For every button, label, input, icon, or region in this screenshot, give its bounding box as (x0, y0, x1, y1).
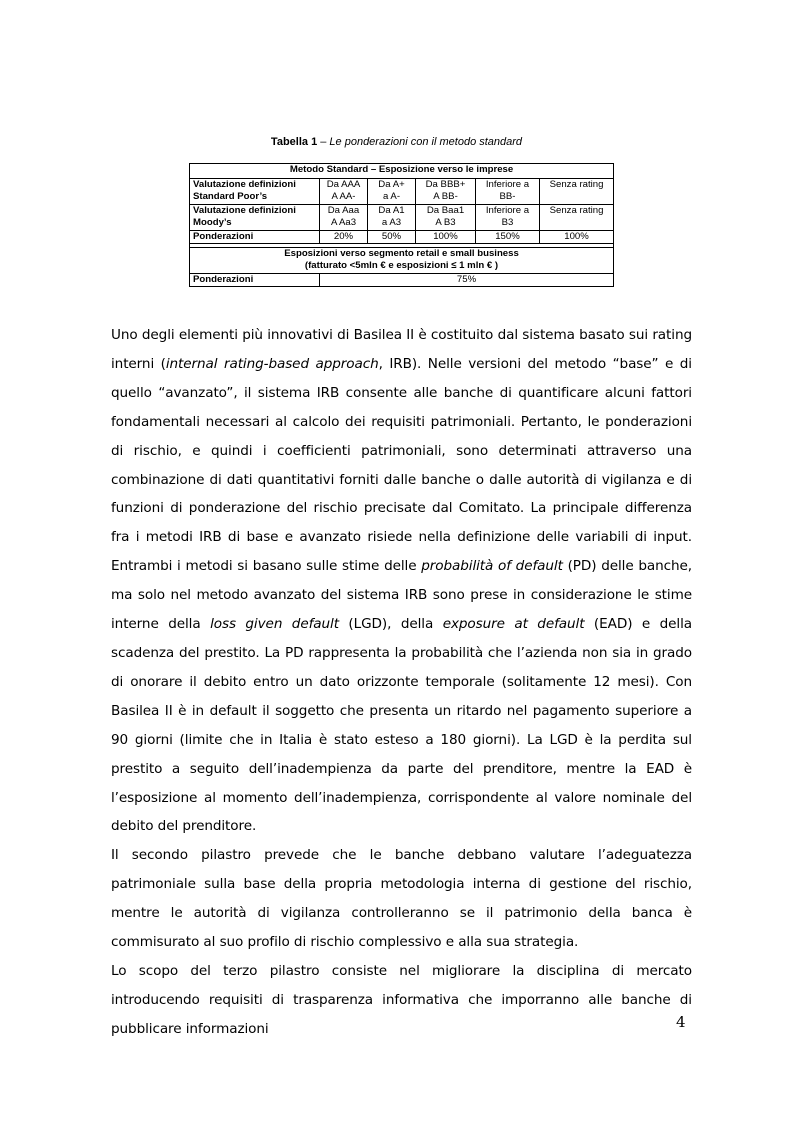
table-row (190, 231, 614, 244)
table-cell: 20% (320, 231, 368, 244)
table-row (190, 179, 614, 205)
row-label: Ponderazioni (190, 274, 320, 287)
caption-label: Tabella 1 (270, 136, 318, 148)
table-cell: Da AAA A AA- (320, 179, 368, 205)
header-retail: Esposizioni verso segmento retail e small business (fatturato <5mln € e esposizioni ≤ 1 mln € ) (190, 248, 614, 274)
table-cell: 75% (320, 274, 614, 287)
row-label: Valutazione definizioni Standard Poor’s (190, 179, 320, 205)
rating-weights-table (189, 163, 614, 287)
table-cell: Inferiore a BB- (476, 179, 540, 205)
table-cell: Da A+ a A- (368, 179, 416, 205)
table-row (190, 274, 614, 287)
table-cell: 100% (540, 231, 614, 244)
table-cell: Senza rating (540, 205, 614, 231)
table-caption (0, 136, 793, 148)
paragraph: Uno degli elementi più innovativi di Basilea II è costituito dal sistema basato sui rating interni (internal rating-based approach, IRB). Nelle versioni del metodo “base” e di quello “avanzato”, il sistema IRB consente alle banche di quantificare alcuni fattori fondamentali necessari al calcolo dei requisiti patrimoniali. Pertanto, le ponderazioni di rischio, e quindi i coefficienti patrimoniali, sono determinati attraverso una combinazione di dati quantitativi forniti dalle banche o dalle autorità di vigilanza e di funzioni di ponderazione del rischio precisate dal Comitato. La principale differenza fra i metodi IRB di base e avanzato risiede nella definizione delle variabili di input. Entrambi i metodi si basano sulle stime delle probabilità of default (PD) delle banche, ma solo nel metodo avanzato del sistema IRB sono prese in considerazione le stime interne della loss given default (LGD), della exposure at default (EAD) e della scadenza del prestito. La PD rappresenta la probabilità che l’azienda non sia in grado di onorare il debito entro un dato orizzonte temporale (solitamente 12 mesi). Con Basilea II è in default il soggetto che presenta un ritardo nel pagamento superiore a 90 giorni (limite che in Italia è stato esteso a 180 giorni). La LGD è la perdita sul prestito a seguito dell’inadempienza da parte del prenditore, mentre la EAD è l’esposizione al momento dell’inadempienza, corrispondente al valore nominale del debito del prenditore. (111, 327, 692, 835)
table-cell: Da A1 a A3 (368, 205, 416, 231)
caption-title: Le ponderazioni con il metodo standard (329, 136, 523, 148)
table-cell: Senza rating (540, 179, 614, 205)
table-cell: Da Baa1 A B3 (416, 205, 476, 231)
table-cell: 150% (476, 231, 540, 244)
table-cell: Da BBB+ A BB- (416, 179, 476, 205)
caption-dash: – (317, 136, 330, 148)
table-cell: 100% (416, 231, 476, 244)
body-text (111, 321, 692, 1044)
table-cell: 50% (368, 231, 416, 244)
header-standard: Metodo Standard – Esposizione verso le imprese (190, 164, 614, 179)
table-row (190, 205, 614, 231)
row-label: Valutazione definizioni Moody’s (190, 205, 320, 231)
table-cell: Inferiore a B3 (476, 205, 540, 231)
page-number: 4 (676, 1013, 686, 1031)
row-label: Ponderazioni (190, 231, 320, 244)
paragraph: Il secondo pilastro prevede che le banche debbano valutare l’adeguatezza patrimoniale sulla base della propria metodologia interna di gestione del rischio, mentre le autorità di vigilanza controlleranno se il patrimonio della banca è commisurato al suo profilo di rischio complessivo e alla sua strategia. (111, 847, 692, 951)
paragraph: Lo scopo del terzo pilastro consiste nel migliorare la disciplina di mercato introducendo requisiti di trasparenza informativa che imporranno alle banche di pubblicare informazioni (111, 962, 692, 1037)
table-cell: Da Aaa A Aa3 (320, 205, 368, 231)
